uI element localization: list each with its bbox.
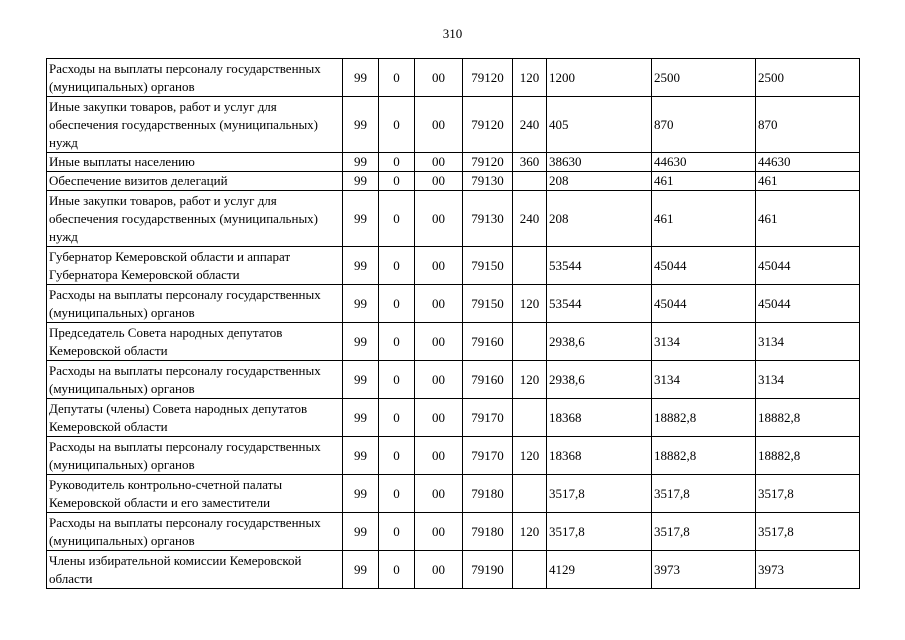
code-cell-1: 99: [343, 323, 379, 361]
row-name-cell: Расходы на выплаты персоналу государственных (муниципальных) органов: [47, 59, 343, 97]
value-cell-2: 45044: [652, 285, 756, 323]
code-cell-1: 99: [343, 475, 379, 513]
row-name-cell: Расходы на выплаты персоналу государственных (муниципальных) органов: [47, 513, 343, 551]
value-cell-1: 405: [547, 97, 652, 153]
value-cell-2: 44630: [652, 153, 756, 172]
table-row: [47, 551, 860, 589]
value-cell-3: 18882,8: [756, 437, 860, 475]
code-cell-3: 00: [415, 399, 463, 437]
value-cell-1: 18368: [547, 399, 652, 437]
value-cell-3: 44630: [756, 153, 860, 172]
value-cell-3: 3134: [756, 361, 860, 399]
value-cell-1: 38630: [547, 153, 652, 172]
value-cell-3: 3517,8: [756, 513, 860, 551]
value-cell-3: 3517,8: [756, 475, 860, 513]
code-cell-3: 00: [415, 247, 463, 285]
value-cell-1: 2938,6: [547, 361, 652, 399]
code-cell-2: 0: [379, 475, 415, 513]
value-cell-1: 208: [547, 191, 652, 247]
code-cell-1: 99: [343, 361, 379, 399]
table-row: [47, 513, 860, 551]
value-cell-2: 461: [652, 172, 756, 191]
code-cell-1: 99: [343, 513, 379, 551]
code-cell-3: 00: [415, 153, 463, 172]
table-row: [47, 97, 860, 153]
code-cell-5: 120: [513, 513, 547, 551]
value-cell-1: 208: [547, 172, 652, 191]
table-row: [47, 172, 860, 191]
code-cell-1: 99: [343, 153, 379, 172]
value-cell-1: 3517,8: [547, 513, 652, 551]
value-cell-2: 461: [652, 191, 756, 247]
code-cell-1: 99: [343, 285, 379, 323]
code-cell-4: 79150: [463, 247, 513, 285]
code-cell-4: 79130: [463, 191, 513, 247]
value-cell-2: 2500: [652, 59, 756, 97]
row-name-cell: Расходы на выплаты персоналу государственных (муниципальных) органов: [47, 285, 343, 323]
code-cell-3: 00: [415, 361, 463, 399]
row-name-cell: Расходы на выплаты персоналу государственных (муниципальных) органов: [47, 361, 343, 399]
value-cell-3: 461: [756, 191, 860, 247]
value-cell-3: 18882,8: [756, 399, 860, 437]
code-cell-1: 99: [343, 437, 379, 475]
table-row: [47, 285, 860, 323]
value-cell-2: 45044: [652, 247, 756, 285]
code-cell-5: [513, 247, 547, 285]
code-cell-2: 0: [379, 399, 415, 437]
value-cell-1: 3517,8: [547, 475, 652, 513]
value-cell-3: 870: [756, 97, 860, 153]
table-row: [47, 399, 860, 437]
value-cell-2: 3134: [652, 361, 756, 399]
code-cell-1: 99: [343, 247, 379, 285]
code-cell-3: 00: [415, 172, 463, 191]
code-cell-1: 99: [343, 172, 379, 191]
code-cell-2: 0: [379, 191, 415, 247]
code-cell-5: 120: [513, 285, 547, 323]
value-cell-2: 3973: [652, 551, 756, 589]
value-cell-3: 45044: [756, 285, 860, 323]
code-cell-3: 00: [415, 551, 463, 589]
row-name-cell: Члены избирательной комиссии Кемеровской области: [47, 551, 343, 589]
code-cell-4: 79150: [463, 285, 513, 323]
value-cell-2: 870: [652, 97, 756, 153]
value-cell-1: 53544: [547, 247, 652, 285]
code-cell-5: [513, 399, 547, 437]
value-cell-2: 3517,8: [652, 513, 756, 551]
value-cell-2: 3134: [652, 323, 756, 361]
value-cell-1: 1200: [547, 59, 652, 97]
code-cell-4: 79160: [463, 323, 513, 361]
code-cell-2: 0: [379, 513, 415, 551]
row-name-cell: Председатель Совета народных депутатов Кемеровской области: [47, 323, 343, 361]
code-cell-5: 240: [513, 191, 547, 247]
code-cell-3: 00: [415, 97, 463, 153]
code-cell-2: 0: [379, 172, 415, 191]
code-cell-1: 99: [343, 59, 379, 97]
table-row: [47, 437, 860, 475]
code-cell-1: 99: [343, 191, 379, 247]
table-body: [47, 59, 860, 589]
code-cell-1: 99: [343, 97, 379, 153]
code-cell-2: 0: [379, 323, 415, 361]
row-name-cell: Обеспечение визитов делегаций: [47, 172, 343, 191]
code-cell-5: 240: [513, 97, 547, 153]
value-cell-1: 53544: [547, 285, 652, 323]
code-cell-4: 79130: [463, 172, 513, 191]
page-number: 310: [442, 26, 463, 41]
code-cell-1: 99: [343, 399, 379, 437]
value-cell-3: 461: [756, 172, 860, 191]
code-cell-4: 79120: [463, 153, 513, 172]
table-row: [47, 153, 860, 172]
code-cell-3: 00: [415, 191, 463, 247]
table-row: [47, 191, 860, 247]
code-cell-2: 0: [379, 437, 415, 475]
code-cell-5: 120: [513, 59, 547, 97]
budget-table: [46, 58, 860, 589]
code-cell-4: 79120: [463, 59, 513, 97]
code-cell-2: 0: [379, 59, 415, 97]
code-cell-1: 99: [343, 551, 379, 589]
value-cell-3: 2500: [756, 59, 860, 97]
table-row: [47, 247, 860, 285]
code-cell-4: 79170: [463, 399, 513, 437]
code-cell-2: 0: [379, 285, 415, 323]
code-cell-4: 79190: [463, 551, 513, 589]
code-cell-3: 00: [415, 323, 463, 361]
value-cell-1: 18368: [547, 437, 652, 475]
value-cell-2: 18882,8: [652, 437, 756, 475]
value-cell-3: 3973: [756, 551, 860, 589]
table-row: [47, 475, 860, 513]
code-cell-4: 79180: [463, 475, 513, 513]
value-cell-3: 3134: [756, 323, 860, 361]
code-cell-3: 00: [415, 475, 463, 513]
value-cell-2: 3517,8: [652, 475, 756, 513]
row-name-cell: Депутаты (члены) Совета народных депутатов Кемеровской области: [47, 399, 343, 437]
code-cell-3: 00: [415, 59, 463, 97]
code-cell-5: 360: [513, 153, 547, 172]
code-cell-2: 0: [379, 361, 415, 399]
code-cell-2: 0: [379, 153, 415, 172]
value-cell-1: 4129: [547, 551, 652, 589]
code-cell-4: 79180: [463, 513, 513, 551]
code-cell-5: [513, 475, 547, 513]
row-name-cell: Иные выплаты населению: [47, 153, 343, 172]
code-cell-5: [513, 323, 547, 361]
table-row: [47, 361, 860, 399]
value-cell-3: 45044: [756, 247, 860, 285]
code-cell-3: 00: [415, 285, 463, 323]
code-cell-5: [513, 172, 547, 191]
value-cell-1: 2938,6: [547, 323, 652, 361]
row-name-cell: Иные закупки товаров, работ и услуг для обеспечения государственных (муниципальных) нужд: [47, 191, 343, 247]
code-cell-4: 79120: [463, 97, 513, 153]
code-cell-3: 00: [415, 437, 463, 475]
code-cell-3: 00: [415, 513, 463, 551]
table-row: [47, 323, 860, 361]
code-cell-4: 79160: [463, 361, 513, 399]
value-cell-2: 18882,8: [652, 399, 756, 437]
row-name-cell: Иные закупки товаров, работ и услуг для обеспечения государственных (муниципальных) нужд: [47, 97, 343, 153]
row-name-cell: Руководитель контрольно-счетной палаты Кемеровской области и его заместители: [47, 475, 343, 513]
table-row: [47, 59, 860, 97]
code-cell-5: 120: [513, 437, 547, 475]
row-name-cell: Губернатор Кемеровской области и аппарат Губернатора Кемеровской области: [47, 247, 343, 285]
code-cell-4: 79170: [463, 437, 513, 475]
code-cell-2: 0: [379, 97, 415, 153]
code-cell-2: 0: [379, 551, 415, 589]
code-cell-2: 0: [379, 247, 415, 285]
code-cell-5: 120: [513, 361, 547, 399]
row-name-cell: Расходы на выплаты персоналу государственных (муниципальных) органов: [47, 437, 343, 475]
code-cell-5: [513, 551, 547, 589]
